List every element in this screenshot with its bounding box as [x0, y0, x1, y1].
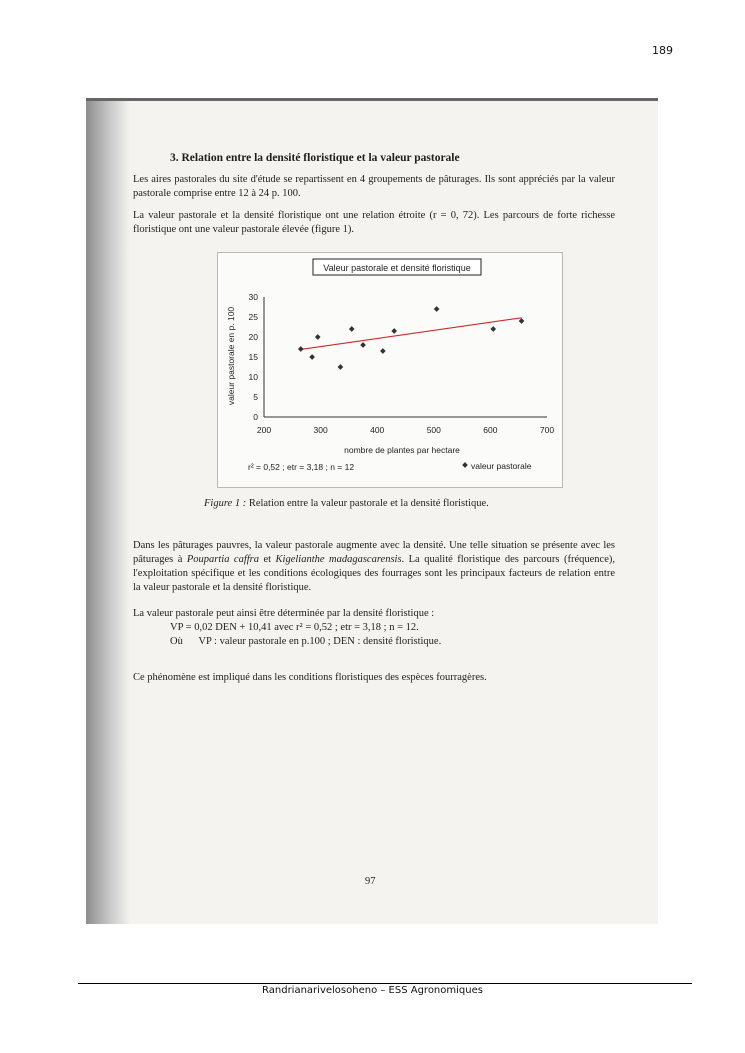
paragraph-3: [133, 539, 615, 595]
caption-text: Relation entre la valeur pastorale et la densité floristique.: [246, 498, 489, 509]
footer-rule: [78, 983, 692, 984]
data-point: [380, 348, 386, 354]
stats-annotation: r² = 0,52 ; etr = 3,18 ; n = 12: [248, 462, 355, 472]
data-point: [391, 328, 397, 334]
data-point: [315, 334, 321, 340]
section-heading: 3. Relation entre la densité floristique et la valeur pastorale: [170, 152, 460, 164]
species-kigelianthe: Kigelianthe madagascarensis: [275, 554, 402, 565]
y-tick-label: 0: [253, 412, 258, 422]
scan-page-number: 97: [365, 876, 376, 887]
scan-binding-shadow: [86, 98, 130, 924]
y-tick-label: 10: [248, 372, 258, 382]
paragraph-4: La valeur pastorale peut ainsi être déterminée par la densité floristique :: [133, 608, 435, 619]
y-axis-label: valeur pastorale en p. 100: [226, 306, 236, 406]
species-poupartia: Poupartia caffra: [186, 554, 260, 565]
page-footer: Randrianarivelosoheno – ESS Agronomiques: [262, 985, 483, 996]
data-point: [349, 326, 355, 332]
x-tick-label: 300: [313, 425, 328, 435]
chart-title: Valeur pastorale et densité floristique: [323, 263, 471, 273]
data-point: [434, 306, 440, 312]
y-tick-label: 15: [248, 352, 258, 362]
paragraph-2: La valeur pastorale et la densité floristique ont une relation étroite (r = 0, 72). Les parcours de forte richesse floristique ont une valeur pastorale élevée (figure 1).: [133, 210, 615, 235]
figure-1: [217, 252, 563, 488]
data-point: [309, 354, 315, 360]
x-tick-label: 200: [256, 425, 272, 435]
scanned-page: [86, 98, 658, 924]
x-tick-label: 500: [426, 425, 441, 435]
paragraph-1: Les aires pastorales du site d'étude se repartissent en 4 groupements de pâturages. Ils sont appréciés par la valeur pastorale comprise entre 12 à 24 p. 100.: [133, 174, 615, 199]
y-tick-label: 5: [253, 392, 258, 402]
formula-line-2: Où VP : valeur pastorale en p.100 ; DEN : densité floristique.: [170, 636, 442, 647]
caption-label: Figure 1 :: [204, 498, 247, 509]
legend-marker: [462, 462, 468, 468]
trendline: [301, 318, 522, 350]
paragraph-3-part-c: . La qualité floristique des parcours (fréquence), l'exploitation spécifique et les conditions écologiques des fourrages sont les principaux facteurs de relation entre la valeur pastorale et la densité floristique.: [133, 554, 615, 593]
x-tick-label: 600: [483, 425, 498, 435]
page-number: 189: [652, 44, 673, 57]
data-point: [298, 346, 304, 352]
formula-line-1: VP = 0,02 DEN + 10,41 avec r² = 0,52 ; etr = 3,18 ; n = 12.: [170, 622, 419, 633]
data-point: [338, 364, 344, 370]
x-tick-label: 700: [539, 425, 555, 435]
figure-caption: [204, 498, 489, 509]
data-point: [519, 318, 525, 324]
paragraph-3-part-b: et: [259, 554, 276, 565]
data-point: [360, 342, 366, 348]
scan-top-edge: [86, 98, 658, 101]
y-tick-label: 25: [248, 312, 258, 322]
y-tick-label: 30: [248, 292, 258, 302]
y-tick-label: 20: [248, 332, 258, 342]
legend-label: valeur pastorale: [471, 461, 532, 471]
scatter-chart: [218, 253, 562, 487]
data-point: [490, 326, 496, 332]
x-tick-label: 400: [370, 425, 385, 435]
x-axis-label: nombre de plantes par hectare: [344, 445, 460, 455]
paragraph-3-part-a: Dans les pâturages pauvres, la valeur pastorale augmente avec la densité. Une telle situation se présente avec les pâturages à: [133, 540, 615, 565]
paragraph-5: Ce phénomène est impliqué dans les conditions floristiques des espèces fourragères.: [133, 672, 487, 683]
